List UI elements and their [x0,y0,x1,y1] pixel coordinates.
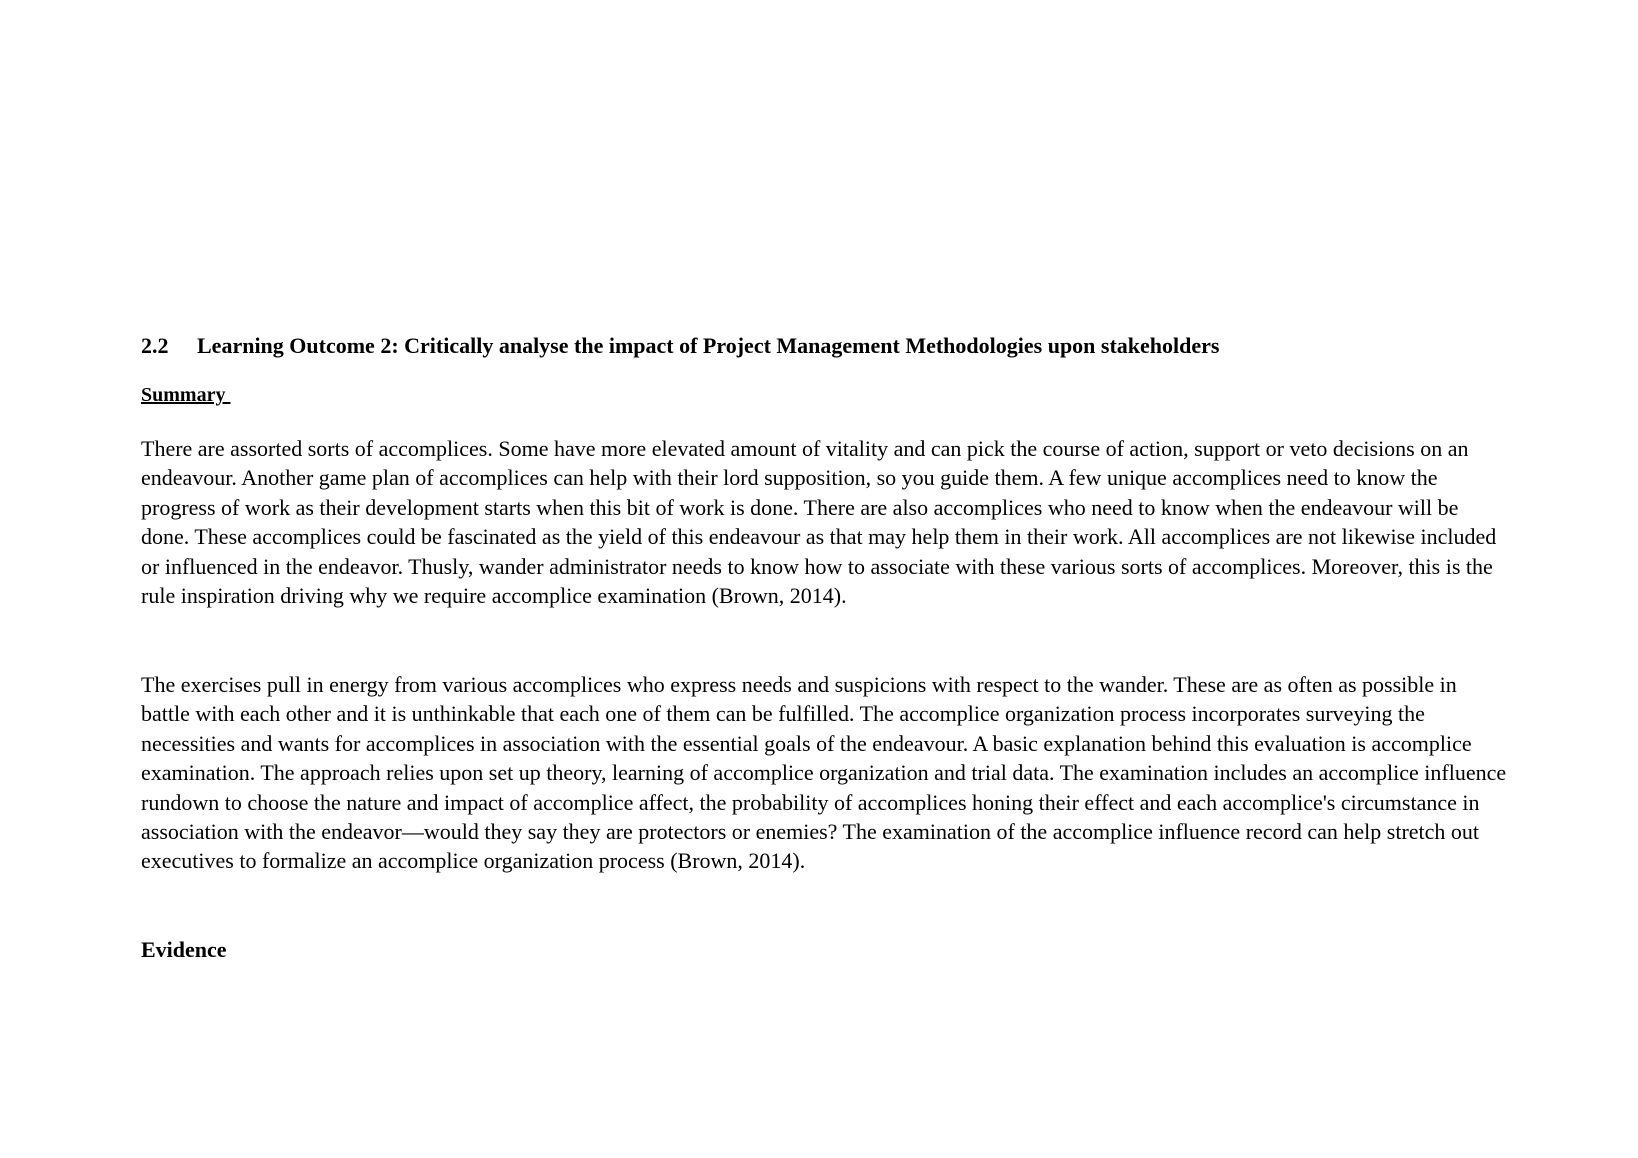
summary-paragraph-1: There are assorted sorts of accomplices. Some have more elevated amount of vitality and can pick the course of action, support or veto decisions on an endeavour. Another game plan of accomplices can help with their lord supposition, so you guide them. A few unique accomplices need to know the progress of work as their development starts when this bit of work is done. There are also accomplices who need to know when the endeavour will be done. These accomplices could be fascinated as the yield of this endeavour as that may help them in their work. All accomplices are not likewise included or influenced in the endeavor. Thusly, wander administrator needs to know how to associate with these various sorts of accomplices. Moreover, this is the rule inspiration driving why we require accomplice examination (Brown, 2014). [141,436,1497,609]
section-heading [141,331,1219,361]
section-number: 2.2 [141,333,169,358]
document-page [141,0,1511,1158]
section-title: Learning Outcome 2: Critically analyse the impact of Project Management Methodologies upon stakeholders [197,333,1220,358]
summary-paragraph-2: The exercises pull in energy from various accomplices who express needs and suspicions with respect to the wander. These are as often as possible in battle with each other and it is unthinkable that each one of them can be fulfilled. The accomplice organization process incorporates surveying the necessities and wants for accomplices in association with the essential goals of the endeavour. A basic explanation behind this evaluation is accomplice examination. The approach relies upon set up theory, learning of accomplice organization and trial data. The examination includes an accomplice influence rundown to choose the nature and impact of accomplice affect, the probability of accomplices honing their effect and each accomplice's circumstance in association with the endeavor—would they say they are protectors or enemies? The examination of the accomplice influence record can help stretch out executives to formalize an accomplice organization process (Brown, 2014). [141,672,1507,874]
evidence-label: Evidence [141,937,227,962]
summary-label: Summary [141,384,231,406]
